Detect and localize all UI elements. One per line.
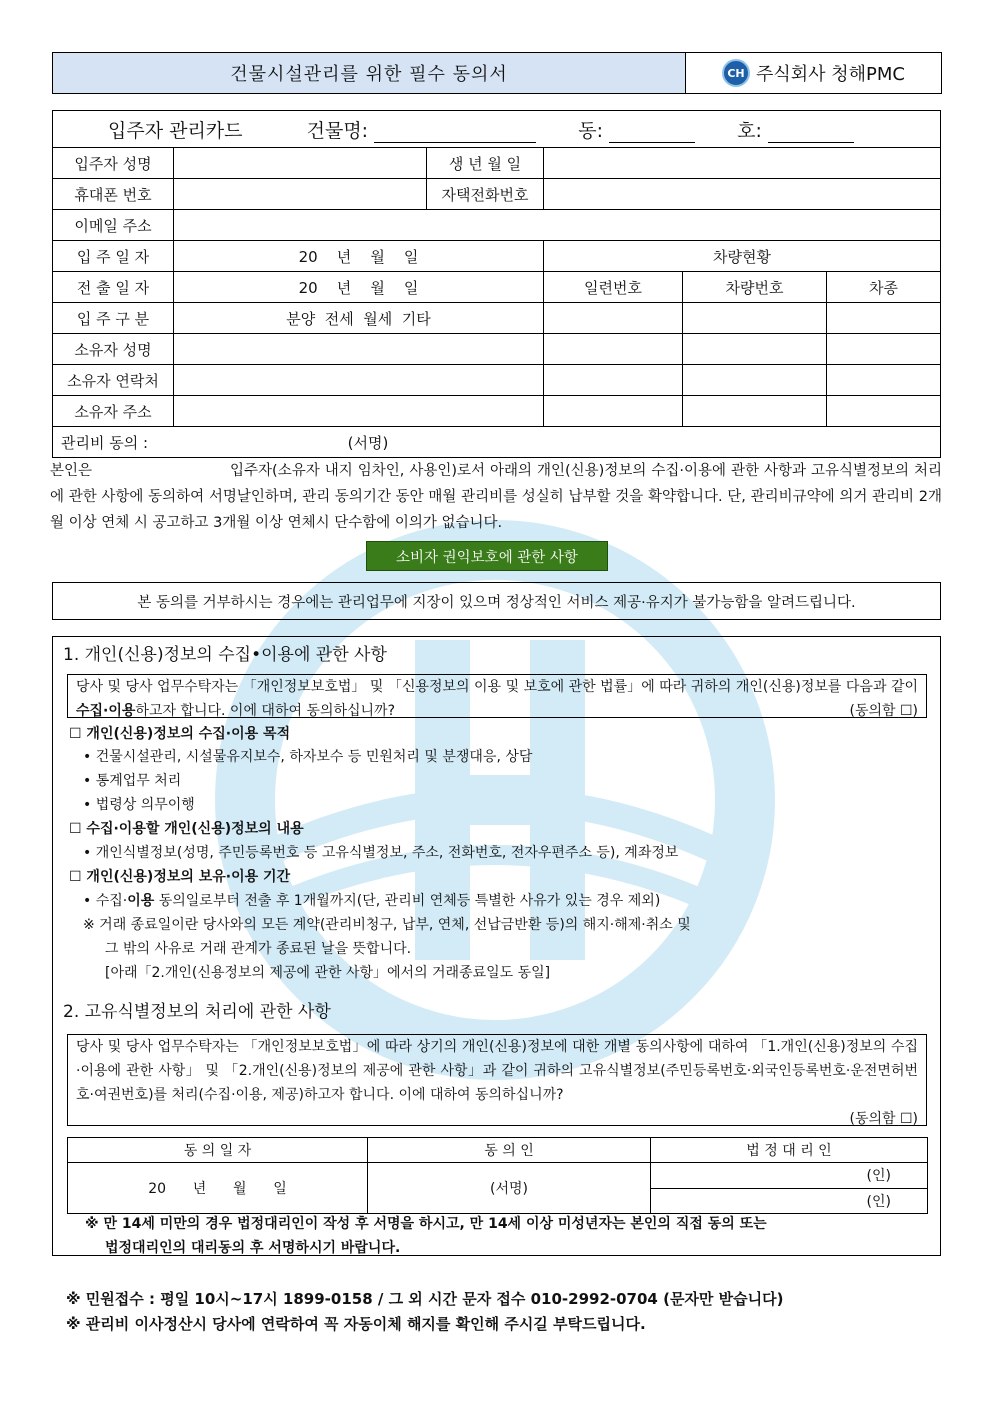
signature-table [67,1137,928,1214]
vehicle-cell[interactable] [827,396,941,427]
company-name: 주식회사 청해PMC [755,64,905,85]
vehicle-cell[interactable] [683,334,827,365]
vehicle-cell[interactable] [544,365,683,396]
building-input[interactable] [374,124,536,143]
vehicle-serial-header: 일련번호 [544,272,683,303]
consenter-header: 동 의 인 [368,1138,651,1163]
consent-main-box [52,636,941,1256]
section2-question [67,1034,927,1126]
section1-agree-checkbox[interactable]: (동의함 ☐) [849,703,918,719]
vehicle-cell[interactable] [827,303,941,334]
content-title: ☐ 수집·이용할 개인(신용)정보의 내용 [69,821,304,837]
legal-rep-seal[interactable]: (인) [651,1163,928,1189]
mobile-field[interactable] [174,179,427,210]
vehicle-cell[interactable] [683,365,827,396]
vehicle-cell[interactable] [683,396,827,427]
vehicle-type-header: 차종 [827,272,941,303]
card-title: 입주자 관리카드 [108,119,243,142]
resident-name-label: 입주자 성명 [53,148,174,179]
pledge-text [50,458,942,536]
legal-rep-seal[interactable]: (인) [651,1188,928,1214]
section1-question-bold: 수집·이용 [76,703,136,719]
period-note: 그 밖의 사유로 거래 관계가 종료된 날을 뜻합니다. [105,941,412,957]
fee-sign-mark: (서명) [347,433,389,452]
legal-rep-header: 법 정 대 리 인 [651,1138,928,1163]
ho-input[interactable] [768,124,854,143]
home-phone-label: 자택전화번호 [427,179,544,210]
fee-agreement-row[interactable] [53,427,941,458]
resident-card-table [52,110,941,458]
vehicle-cell[interactable] [827,365,941,396]
period-title: ☐ 개인(신용)정보의 보유·이용 기간 [69,869,291,885]
period-item: • 수집·이용 동의일로부터 전출 후 1개월까지(단, 관리비 연체등 특별한 사유가 있는 경우 제외) [83,893,661,909]
vehicle-cell[interactable] [544,334,683,365]
vehicle-cell[interactable] [827,334,941,365]
vehicle-cell[interactable] [544,396,683,427]
purpose-item: • 통계업무 처리 [83,773,182,789]
vehicle-cell[interactable] [683,303,827,334]
section1-question-text: 당사 및 당사 업무수탁자는 「개인정보보호법」 및 「신용정보의 이용 및 보호에 관한 법률」에 따라 귀하의 개인(신용)정보를 다음과 같이 [76,679,918,695]
complaint-info: ※ 민원접수 : 평일 10시~17시 1899-0158 / 그 외 시간 문자 접수 010-2992-0704 (문자만 받습니다) [66,1290,784,1308]
dong-label: 동: [578,119,603,142]
section2-title: 2. 고유식별정보의 처리에 관한 사항 [63,1002,331,1022]
consenter-sign-field[interactable]: (서명) [368,1163,651,1214]
owner-contact-label: 소유자 연락처 [53,365,174,396]
consent-date-field[interactable]: 20 년 월 일 [68,1163,368,1214]
building-label: 건물명: [306,119,369,142]
autopay-note: ※ 관리비 이사정산시 당사에 연락하여 꼭 자동이체 해지를 확인해 주시길 부탁드립니다. [66,1315,646,1333]
move-out-date[interactable]: 20 년 월 일 [174,272,544,303]
refusal-notice: 본 동의를 거부하시는 경우에는 관리업무에 지장이 있으며 정상적인 서비스 제공·유지가 불가능함을 알려드립니다. [52,582,941,620]
owner-name-field[interactable] [174,334,544,365]
vehicle-cell[interactable] [544,303,683,334]
document-header [52,52,942,94]
purpose-title: ☐ 개인(신용)정보의 수집·이용 목적 [69,726,291,742]
section2-agree-checkbox[interactable]: (동의함 ☐) [849,1111,918,1127]
period-note: ※ 거래 종료일이란 당사와의 모든 계약(관리비청구, 납부, 연체, 선납금반환 등)의 해지·해제·취소 및 [83,917,691,933]
consent-date-header: 동 의 일 자 [68,1138,368,1163]
dong-input[interactable] [609,124,695,143]
company-logo-icon: CH [722,59,750,87]
move-out-label: 전 출 일 자 [53,272,174,303]
pledge-start: 본인은 [50,463,93,479]
move-in-type-options[interactable]: 분양 전세 월세 기타 [174,303,544,334]
birth-field[interactable] [544,148,941,179]
vehicle-label: 차량현황 [544,241,941,272]
minor-note: 법정대리인의 대리동의 후 서명하시기 바랍니다. [105,1240,401,1256]
company-block [686,53,941,93]
content-item: • 개인식별정보(성명, 주민등록번호 등 고유식별정보, 주소, 전화번호, 전자우편주소 등), 계좌정보 [83,845,679,861]
ho-label: 호: [737,119,762,142]
section2-question-text: 당사 및 당사 업무수탁자는 「개인정보보호법」에 따라 상기의 개인(신용)정보에 대한 개별 동의사항에 대하여 「1.개인(신용)정보의 수집·이용에 관한 사항」 및 「2.개인(신용)정보의 제공에 관한 사항」과 같이 귀하의 고유식별정보(주민등록번호·외국인등록번호·운전면허번호·여권번호)를 처리(수집·이용, 제공)하고자 합니다. 이에 대하여 동의하십니까? [76,1039,918,1103]
vehicle-number-header: 차량번호 [683,272,827,303]
birth-label: 생 년 월 일 [427,148,544,179]
move-in-date[interactable]: 20 년 월 일 [174,241,544,272]
fee-agreement-label: 관리비 동의 : [61,433,149,452]
resident-name-field[interactable] [174,148,427,179]
pledge-body: 입주자(소유자 내지 임차인, 사용인)로서 아래의 개인(신용)정보의 수집·이용에 관한 사항과 고유식별정보의 처리에 관한 사항에 동의하여 서명날인하며, 관리 동의기간 동안 매월 관리비를 성실히 납부할 것을 확약합니다. 단, 관리비규약에 의거 관리비 2개월 이상 연체 시 공고하고 3개월 이상 연체시 단수함에 이의가 없습니다. [50,463,942,531]
section1-question-end: 하고자 합니다. 이에 대하여 동의하십니까? [135,703,396,719]
purpose-item: • 법령상 의무이행 [83,797,195,813]
home-phone-field[interactable] [544,179,941,210]
minor-note: ※ 만 14세 미만의 경우 법정대리인이 작성 후 서명을 하시고, 만 14세 이상 미성년자는 본인의 직접 동의 또는 [85,1216,767,1232]
period-note: [아래「2.개인(신용정보의 제공에 관한 사항」에서의 거래종료일도 동일] [105,965,551,981]
owner-address-label: 소유자 주소 [53,396,174,427]
section1-question [67,674,927,718]
email-field[interactable] [174,210,941,241]
owner-address-field[interactable] [174,396,544,427]
move-in-label: 입 주 일 자 [53,241,174,272]
purpose-item: • 건물시설관리, 시설물유지보수, 하자보수 등 민원처리 및 분쟁대응, 상담 [83,749,533,765]
mobile-label: 휴대폰 번호 [53,179,174,210]
document-title: 건물시설관리를 위한 필수 동의서 [53,53,686,93]
section1-title: 1. 개인(신용)정보의 수집•이용에 관한 사항 [63,645,387,665]
owner-contact-field[interactable] [174,365,544,396]
move-in-type-label: 입 주 구 분 [53,303,174,334]
email-label: 이메일 주소 [53,210,174,241]
consumer-protection-button[interactable]: 소비자 권익보호에 관한 사항 [366,541,608,571]
owner-name-label: 소유자 성명 [53,334,174,365]
